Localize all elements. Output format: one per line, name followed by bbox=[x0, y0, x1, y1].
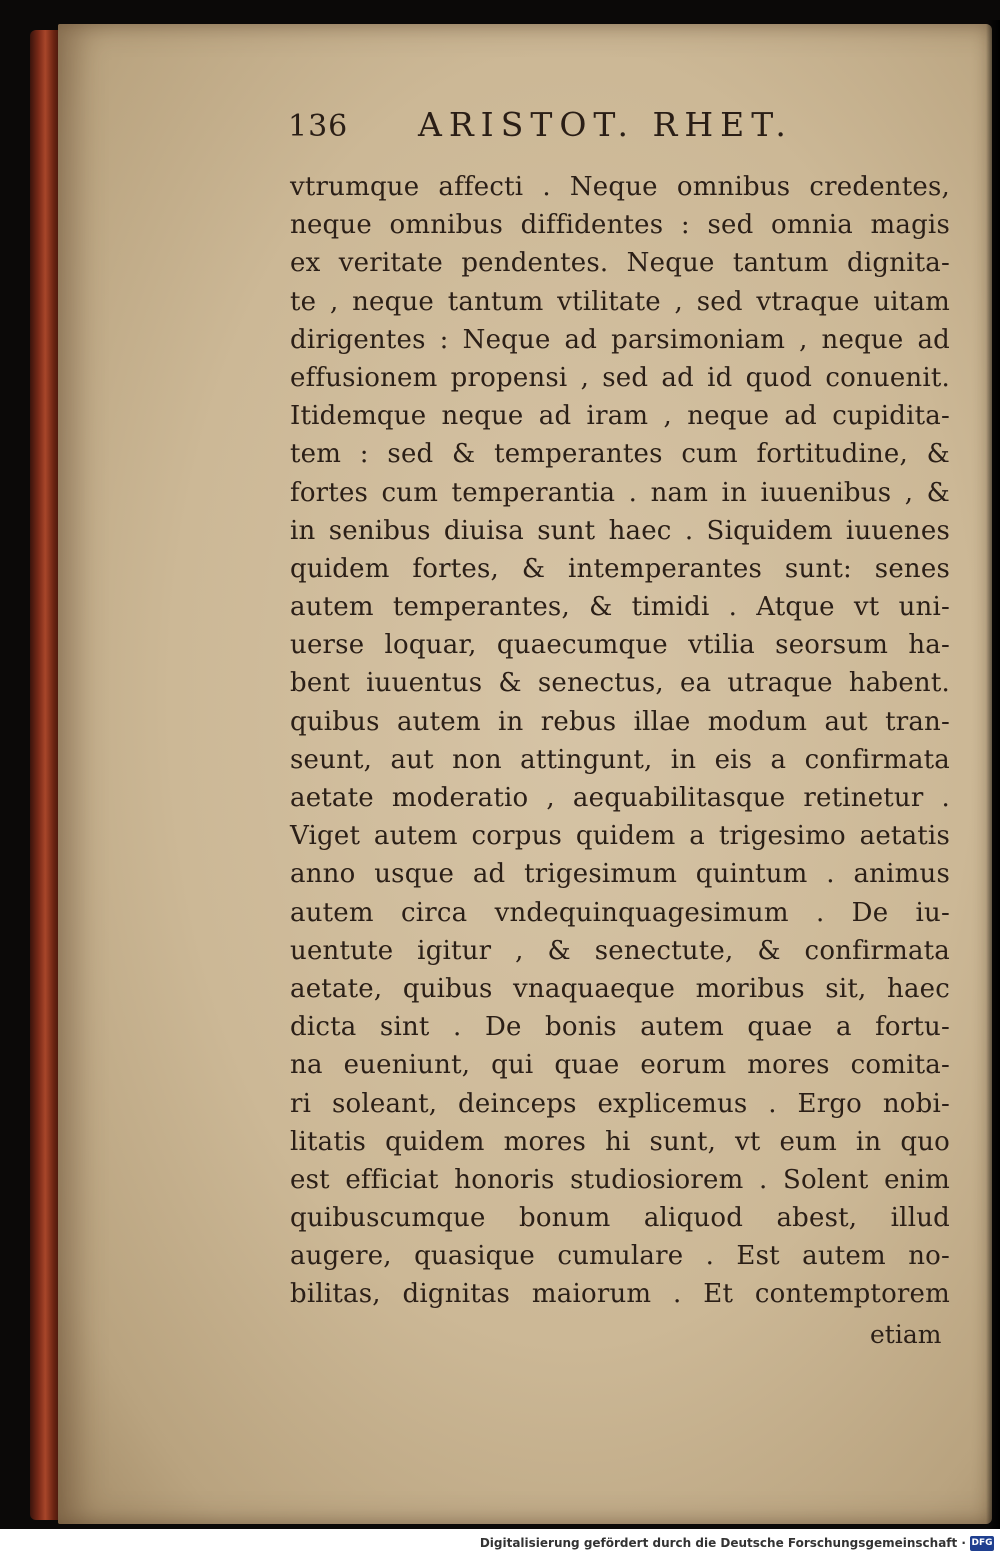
text-line: quibus autem in rebus illae modum aut tran- bbox=[290, 706, 950, 737]
text-line: in senibus diuisa sunt haec . Siquidem iuuenes bbox=[290, 515, 950, 546]
text-line: dirigentes : Neque ad parsimoniam , neque ad bbox=[290, 324, 950, 355]
text-line: ex veritate pendentes. Neque tantum dignita- bbox=[290, 248, 950, 279]
text-line: dicta sint . De bonis autem quae a fortu- bbox=[290, 1012, 950, 1043]
running-title: ARISTOT. RHET. bbox=[418, 105, 793, 144]
text-line: quibuscumque bonum aliquod abest, illud bbox=[290, 1203, 950, 1234]
text-line: seunt, aut non attingunt, in eis a confirmata bbox=[290, 744, 950, 775]
text-line: bilitas, dignitas maiorum . Et contemptorem bbox=[290, 1279, 950, 1310]
text-line: na eueniunt, qui quae eorum mores comita- bbox=[290, 1050, 950, 1081]
text-line: autem temperantes, & timidi . Atque vt uni- bbox=[290, 592, 950, 623]
text-line: uerse loquar, quaecumque vtilia seorsum ha- bbox=[290, 630, 950, 661]
text-line: bent iuuentus & senectus, ea utraque habent. bbox=[290, 668, 950, 699]
text-line: ri soleant, deinceps explicemus . Ergo nobi- bbox=[290, 1088, 950, 1119]
text-line: litatis quidem mores hi sunt, vt eum in quo bbox=[290, 1126, 950, 1157]
text-line: augere, quasique cumulare . Est autem no- bbox=[290, 1241, 950, 1272]
text-line: aetate moderatio , aequabilitasque retinetur . bbox=[290, 783, 950, 813]
text-line: Itidemque neque ad iram , neque ad cupidita- bbox=[290, 401, 950, 432]
text-line: uentute igitur , & senectute, & confirmata bbox=[290, 935, 950, 966]
text-line: te , neque tantum vtilitate , sed vtraque uitam bbox=[290, 286, 950, 317]
text-line: neque omnibus diffidentes : sed omnia magis bbox=[290, 210, 950, 241]
text-line: est efficiat honoris studiosiorem . Solent enim bbox=[290, 1164, 950, 1195]
text-line: autem circa vndequinquagesimum . De iu- bbox=[290, 897, 950, 928]
footer-bar bbox=[0, 1529, 1000, 1559]
funding-credit: Digitalisierung gefördert durch die Deutsche Forschungsgemeinschaft · bbox=[479, 1536, 966, 1550]
text-line: fortes cum temperantia . nam in iuuenibus , & bbox=[290, 477, 950, 508]
dfg-logo-icon: DFG bbox=[970, 1536, 994, 1551]
text-line: effusionem propensi , sed ad id quod conuenit. bbox=[290, 362, 950, 393]
page-shadow bbox=[986, 20, 1000, 1530]
text-line: Viget autem corpus quidem a trigesimo aetatis bbox=[290, 821, 950, 852]
body-text bbox=[290, 168, 950, 1314]
text-line: vtrumque affecti . Neque omnibus credentes, bbox=[290, 172, 950, 202]
running-head bbox=[288, 105, 868, 155]
text-line: tem : sed & temperantes cum fortitudine, & bbox=[290, 439, 950, 470]
text-line: anno usque ad trigesimum quintum . animus bbox=[290, 859, 950, 890]
text-line: quidem fortes, & intemperantes sunt: senes bbox=[290, 553, 950, 584]
catchword: etiam bbox=[870, 1320, 942, 1349]
page-number: 136 bbox=[288, 109, 349, 144]
text-line: aetate, quibus vnaquaeque moribus sit, haec bbox=[290, 973, 950, 1004]
